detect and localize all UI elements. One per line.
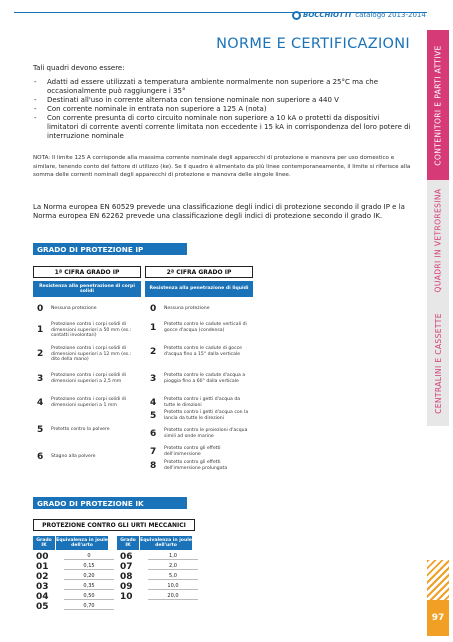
ip-first-digit-row-description: Protezione contro i corpi solidi di dimensioni superiori a 1 mm (51, 397, 126, 408)
ip-second-digit-row-digit: 4 (150, 397, 157, 408)
ik-right-row (120, 552, 198, 561)
ip-first-digit-row-description: Protezione contro i corpi solidi di dimensioni superiori a 12 mm (es.: dito della mano) (51, 346, 132, 363)
intro-note: NOTA: Il limite 125 A corrisponde alla massima corrente nominale degli apparecchi di protezione e manovra per uso domestico e similare, tenendo conto del fattore di utilizzo (ke). Se il quadro è alimentato da più linee contemporaneamente, il limite si riferisce alla somma delle correnti nominali degli apparecchi di protezione e manovra delle singole linee. (33, 155, 411, 178)
ik-left-row-joule: 0,70 (64, 603, 114, 610)
page-number: 97 (427, 600, 449, 636)
sidebar-tab-centralini: CENTRALINI E CASSETTE (427, 300, 449, 426)
ip-second-digit-row-description: Protetto contro i getti d'acqua con la lancia da tutte le direzioni (164, 410, 249, 421)
brand-logo (292, 11, 351, 20)
ip-second-digit-row (150, 373, 254, 384)
ip-second-digit-row-digit: 8 (150, 460, 157, 471)
ik-left-joule-header: Equivalenza in joule dell'urto (56, 537, 108, 548)
ip-second-digit-row-description: Protetto contro gli effetti dell'immersione prolungata (164, 460, 228, 471)
ip-first-digit-row (37, 322, 141, 339)
ip-second-digit-row (150, 397, 254, 408)
ip-first-digit-row-digit: 5 (37, 425, 44, 435)
ip-second-digit-row (150, 322, 254, 333)
ip-second-digit-row (150, 410, 254, 421)
ip-second-digit-row-description: Protetto contro le cadute d'acqua a pioggia fino a 60° dalla verticale (164, 373, 246, 384)
ip-first-digit-row-digit: 1 (37, 325, 44, 336)
ik-left-row (36, 572, 114, 581)
ip-first-digit-row (37, 425, 141, 435)
ip-second-digit-row-description: Protetto contro gli effetti dell'immersione (164, 446, 221, 457)
ip-second-digit-row-description: Protetto contro le cadute di gocce d'acqua fino a 15° dalla verticale (164, 346, 242, 357)
ip-second-digit-row (150, 304, 254, 314)
intro-lead: Tali quadri devono essere: (33, 64, 125, 72)
ip-first-digit-row-digit: 3 (37, 373, 44, 384)
ik-left-row-joule: 0,20 (64, 573, 114, 580)
ik-left-row-joule: 0,35 (64, 583, 114, 590)
intro-item: - Con corrente presunta di corto circuito nominale non superiore a 10 kA o protetti da dispositivi limitatori di corrente aventi corrente limitata non eccedente i 15 kA in corrispondenza del loro potere di interruzione nominale (33, 114, 413, 141)
ip-second-digit-row (150, 428, 254, 439)
ip-second-digit-row (150, 346, 254, 357)
ik-left-row (36, 562, 114, 571)
ik-right-row-joule: 20,0 (148, 593, 198, 600)
ik-right-row (120, 562, 198, 571)
ip-second-digit-row-digit: 5 (150, 410, 157, 421)
page-title: NORME E CERTIFICAZIONI (216, 36, 410, 52)
ip-second-digit-row-digit: 1 (150, 322, 157, 333)
ip-second-digit-row-description: Protetto contro le cadute verticali di gocce d'acqua (condensa) (164, 322, 247, 333)
ip-first-digit-row-digit: 6 (37, 452, 44, 462)
ik-right-row-code: 07 (120, 561, 133, 572)
ip-first-digit-row (37, 397, 141, 408)
ik-right-row-joule: 10,0 (148, 583, 198, 590)
ik-right-row (120, 592, 198, 601)
intro-item: - Con corrente nominale in entrata non superiore a 125 A (nota) (33, 105, 413, 114)
ik-left-row-code: 02 (36, 571, 49, 582)
ik-left-row-code: 04 (36, 591, 49, 602)
ik-left-row (36, 592, 114, 601)
ip-first-digit-row-description: Protetto contro la polvere (51, 427, 110, 433)
ip-first-digit-row-digit: 0 (37, 304, 44, 314)
ik-right-row-code: 06 (120, 551, 133, 562)
ip-second-digit-row-digit: 3 (150, 373, 157, 384)
ik-left-row (36, 582, 114, 591)
ip-first-digit-row-description: Protezione contro i corpi solidi di dimensioni superiori a 2,5 mm (51, 373, 126, 384)
ik-table-heading: PROTEZIONE CONTRO GLI URTI MECCANICI (33, 519, 195, 531)
ik-right-row-code: 10 (120, 591, 133, 602)
ip-second-digit-row-description: Nessuna protezione (164, 306, 210, 312)
ip-second-digit-row-digit: 6 (150, 428, 157, 439)
ik-left-grado-header: Grado IK (33, 536, 55, 550)
ik-right-row-joule: 5,0 (148, 573, 198, 580)
ip-second-digit-row-digit: 0 (150, 304, 157, 314)
ip-first-digit-row-description: Nessuna protezione (51, 306, 97, 312)
ip-first-digit-row-digit: 4 (37, 397, 44, 408)
ik-left-row-code: 00 (36, 551, 49, 562)
ip-second-digit-row-digit: 7 (150, 446, 157, 457)
page-header (292, 9, 426, 21)
ik-right-joule-header: Equivalenza in joule dell'urto (140, 537, 192, 548)
ip-second-digit-row (150, 446, 254, 457)
ik-left-row (36, 552, 114, 561)
catalog-label: catalogo 2013-2014 (355, 11, 426, 19)
ik-right-row (120, 572, 198, 581)
ik-right-row-code: 09 (120, 581, 133, 592)
ik-right-row-code: 08 (120, 571, 133, 582)
ik-left-row-code: 03 (36, 581, 49, 592)
ip-second-digit-row (150, 460, 254, 471)
norma-paragraph: La Norma europea EN 60529 prevede una classificazione degli indici di protezione secondo il grado IP e la Norma europea EN 62262 prevede una classificazione degli indici di protezione secondo il grado IK. (33, 203, 405, 221)
ip-first-digit-row-digit: 2 (37, 349, 44, 360)
ip-second-digit-row-digit: 2 (150, 346, 157, 357)
ip-second-digit-row-description: Protetto contro le proiezioni d'acqua simili ad onde marine (164, 428, 248, 439)
intro-item: - Destinati all'uso in corrente alternata con tensione nominale non superiore a 440 V (33, 96, 413, 105)
ik-left-row (36, 602, 114, 611)
section-sidebar (427, 30, 449, 642)
ip-second-digit-subheading: Resistenza alla penetrazione di liquidi (145, 281, 253, 297)
sidebar-stripe-decoration (427, 560, 449, 600)
ik-section-title: GRADO DI PROTEZIONE IK (33, 497, 187, 509)
sidebar-tab-quadri: QUADRI IN VETRORESINA (427, 180, 449, 300)
sidebar-tab-contenitori: CONTENITORI E PARTI ATTIVE (427, 30, 449, 180)
ik-left-row-joule: 0,50 (64, 593, 114, 600)
ip-first-digit-row-description: Protezione contro i corpi solidi di dimensioni superiori a 50 mm (es.: contatti involontari) (51, 322, 132, 339)
ip-section-title: GRADO DI PROTEZIONE IP (33, 243, 187, 255)
ik-left-row-code: 01 (36, 561, 49, 572)
ik-right-grado-header: Grado IK (117, 536, 139, 550)
ip-first-digit-row-description: Stagno alla polvere (51, 454, 96, 460)
ik-right-row-joule: 1,0 (148, 553, 198, 560)
ip-second-digit-heading: 2ª CIFRA GRADO IP (145, 266, 253, 278)
ik-right-row-joule: 2,0 (148, 563, 198, 570)
ip-first-digit-row (37, 373, 141, 384)
ip-first-digit-row (37, 346, 141, 363)
intro-item: - Adatti ad essere utilizzati a temperatura ambiente normalmente non superiore a 25°C ma che occasionalmente può raggiungere i 35° (33, 78, 413, 96)
intro-list (33, 78, 413, 141)
ip-second-digit-row-description: Protetto contro i getti d'acqua da tutte le direzioni (164, 397, 241, 408)
brand-logo-icon (292, 11, 301, 20)
ip-first-digit-heading: 1ª CIFRA GRADO IP (33, 266, 141, 278)
ik-left-row-code: 05 (36, 601, 49, 612)
ip-first-digit-subheading: Resistenza alla penetrazione di corpi solidi (33, 281, 141, 297)
ip-first-digit-row (37, 304, 141, 314)
brand-name: BOCCHIOTTI (303, 11, 352, 19)
ip-first-digit-row (37, 452, 141, 462)
ik-right-row (120, 582, 198, 591)
intro-block (33, 64, 413, 141)
ik-left-row-joule: 0 (64, 553, 114, 560)
ik-left-row-joule: 0,15 (64, 563, 114, 570)
